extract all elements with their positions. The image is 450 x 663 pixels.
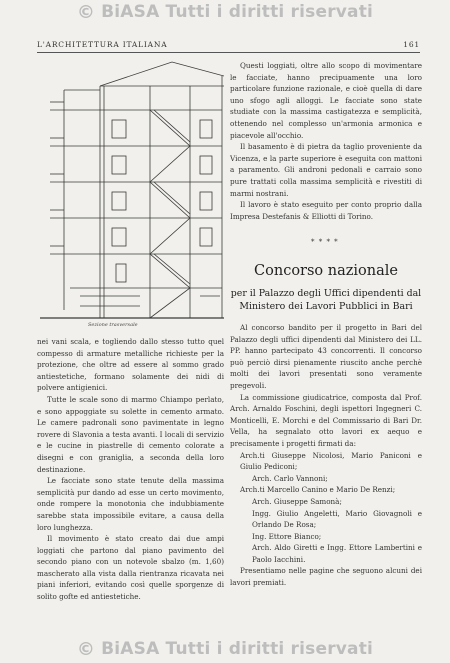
section-drawing [40,60,224,328]
right-column-bottom [230,322,422,589]
paragraph: Le facciate sono state tenute della massima semplicità pur dando ad esse un certo movimento, onde rompere la monotonia che indubbiamente sarebbe stata impossibile evitare, a causa della loro lunghezza. [37,476,224,532]
watermark-bottom [0,639,450,659]
list-item: Arch. Aldo Giretti e Ingg. Ettore Lambertini e Paolo Iacchini. [252,543,422,564]
paragraph: Il movimento è stato creato dai due ampi loggiati che partono dal piano pavimento del secondo piano con un notevole sbalzo (m. 1,60) mascherato alla vista dalla rientranza ricavata nei piani inferiori, evitando così quelle sporgenze di solito gofte ed antiestetiche. [37,534,224,602]
paragraph: Questi loggiati, oltre allo scopo di movimentare le facciate, hanno precipuamente una loro particolare funzione razionale, e cioè quella di dare uno sfogo agli alloggi. Le facciate sono state studiate con la massima castigatezza e semplicità, ottenendo nel complesso un'armonia armonica e piacevole all'occhio. [230,61,422,140]
right-column-top [230,60,422,222]
paragraph: Al concorso bandito per il progetto in Bari del Palazzo degli uffici dipendenti dal Ministero dei LL. PP. hanno partecipato 43 concorrenti. Il concorso può perciò dirsi pienamente riuscito anche perchè molti dei lavori presentati sono veramente pregevoli. [230,323,422,390]
list-item: Arch. Carlo Vannoni; [252,473,328,483]
copyright-symbol: © [76,1,96,23]
winners-list [230,450,422,566]
paragraph: La commissione giudicatrice, composta dal Prof. Arch. Arnaldo Foschini, degli ispettori Ingegneri C. Monticelli, E. Morchi e del Commissario di Bari Dr. Vella, ha segnalato otto lavori ex aequo e precisamente i progetti firmati da: [230,392,422,448]
section-drawing-svg [40,60,224,328]
copyright-symbol: © [76,638,96,660]
list-item: Ing. Ettore Bianco; [252,531,322,541]
paragraph: nei vani scala, e togliendo dallo stesso tutto quel compesso di armature metalliche richieste per la protezione, che oltre ad essere al sommo grado antiestetiche, formano solamente dei nidi di polvere antigienici. [37,337,224,393]
watermark-top [0,2,450,22]
watermark-text: BiASA Tutti i diritti riservati [101,639,374,659]
page-number: 161 [403,40,420,49]
list-item: Arch. Giuseppe Samonà; [252,496,342,506]
list-item: Ingg. Giulio Angeletti, Mario Giovagnoli e Orlando De Rosa; [252,508,422,530]
journal-title: L'ARCHITETTURA ITALIANA [37,40,168,49]
paragraph: Il lavoro è stato eseguito per conto proprio dalla Impresa Destefanis & Elliotti di Torino. [230,200,422,221]
article-title: Concorso nazionale [254,263,398,279]
article-subtitle: per il Palazzo degli Uffici dipendenti dal Ministero dei Lavori Pubblici in Bari [230,288,422,312]
figure-caption: Sezione trasversale [88,322,138,328]
list-item: Arch.ti Marcello Canino e Mario De Renzi; [240,485,396,495]
header-rule [37,52,420,53]
list-item: Arch.ti Giuseppe Nicolosi, Mario Paniconi e Giulio Pediconi; [240,450,422,472]
left-column [37,336,224,603]
paragraph: Tutte le scale sono di marmo Chiampo perlato, e sono appoggiate su solette in cemento armato. Le camere padronali sono pavimentate in legno rovere di Slavonia a testa avanti. I locali di servizio e le cucine in piastrelle di cemento colorate a disegni e con graniglia, a seconda della loro destinazione. [37,394,224,474]
paragraph: Il basamento è di pietra da taglio proveniente da Vicenza, e la parte superiore è eseguita con mattoni a paramento. Gli androni pedonali e carraio sono pure trattati colla massima semplicità e rivestiti di marmi nostrani. [230,142,422,198]
watermark-text: BiASA Tutti i diritti riservati [101,2,374,22]
section-separator: * * * * [311,238,339,246]
paragraph: Presentiamo nelle pagine che seguono alcuni dei lavori premiati. [230,566,422,588]
